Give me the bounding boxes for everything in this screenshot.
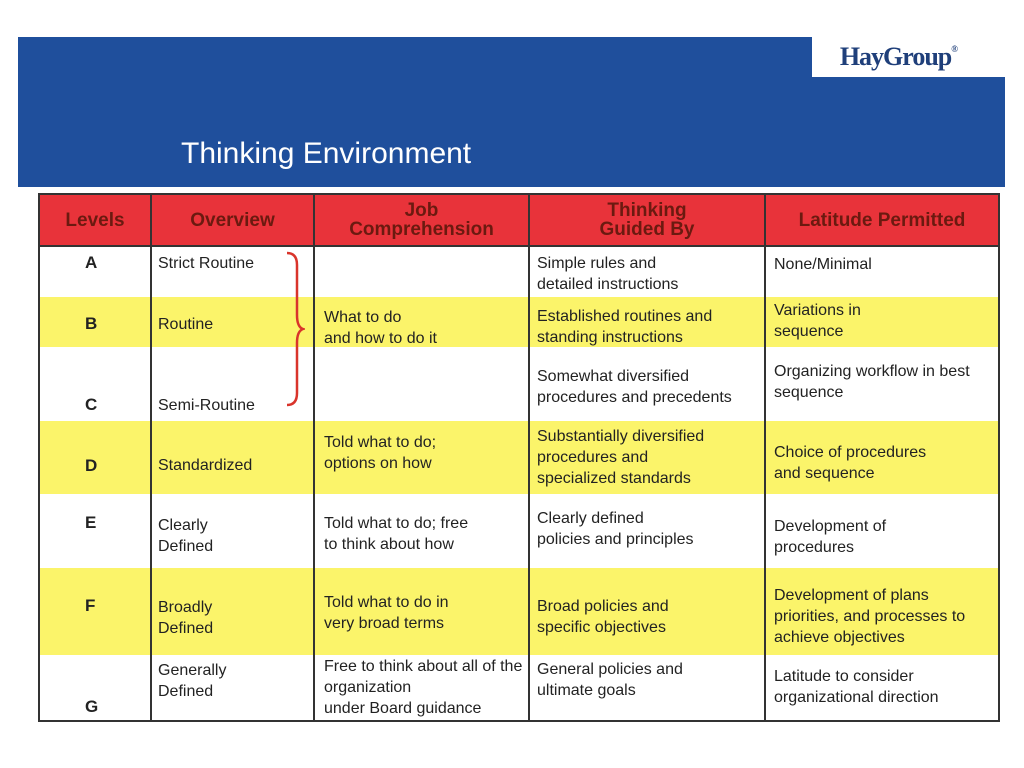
latitude-b: Variations in sequence bbox=[774, 302, 861, 340]
job-f: Told what to do in very broad terms bbox=[324, 594, 449, 632]
logo-box bbox=[812, 37, 1005, 77]
header-latitude-permitted: Latitude Permitted bbox=[798, 209, 966, 231]
latitude-a: None/Minimal bbox=[774, 256, 872, 273]
overview-g: Generally Defined bbox=[158, 662, 227, 700]
thinking-environment-table bbox=[38, 193, 1000, 722]
thinking-g: General policies and ultimate goals bbox=[537, 661, 683, 699]
thinking-e: Clearly defined policies and principles bbox=[537, 510, 694, 548]
thinking-a: Simple rules and detailed instructions bbox=[537, 255, 679, 293]
overview-e: Clearly Defined bbox=[158, 517, 214, 555]
latitude-e: Development of procedures bbox=[774, 518, 887, 556]
column-divider bbox=[764, 195, 766, 720]
thinking-b: Established routines and standing instructions bbox=[537, 308, 713, 346]
level-e: E bbox=[85, 513, 97, 532]
header-overview: Overview bbox=[190, 209, 275, 231]
page-title: Thinking Environment bbox=[181, 137, 472, 170]
overview-b: Routine bbox=[158, 316, 214, 333]
latitude-f: Development of plans priorities, and processes to achieve objectives bbox=[774, 587, 966, 646]
overview-f: Broadly Defined bbox=[158, 599, 214, 637]
latitude-g: Latitude to consider organizational direction bbox=[774, 668, 939, 706]
overview-a: Strict Routine bbox=[158, 255, 255, 272]
thinking-c: Somewhat diversified procedures and precedents bbox=[537, 368, 732, 406]
job-b: What to do and how to do it bbox=[324, 309, 437, 347]
level-d: D bbox=[85, 456, 98, 475]
column-divider bbox=[150, 195, 152, 720]
job-g: Free to think about all of the organization under Board guidance bbox=[324, 658, 523, 717]
job-d: Told what to do; options on how bbox=[324, 434, 437, 472]
level-c: C bbox=[85, 395, 98, 414]
column-divider bbox=[313, 195, 315, 720]
header-job-comprehension: Job Comprehension bbox=[349, 200, 494, 240]
level-a: A bbox=[85, 253, 98, 272]
level-b: B bbox=[85, 314, 98, 333]
header-levels: Levels bbox=[65, 209, 125, 231]
level-g: G bbox=[85, 697, 99, 716]
latitude-d: Choice of procedures and sequence bbox=[774, 444, 927, 482]
haygroup-logo: HayGroup® bbox=[839, 42, 957, 71]
column-divider bbox=[528, 195, 530, 720]
job-e: Told what to do; free to think about how bbox=[324, 515, 469, 553]
grouping-brace bbox=[285, 249, 305, 409]
header-thinking-guided-by: Thinking Guided By bbox=[599, 200, 695, 240]
latitude-c: Organizing workflow in best sequence bbox=[774, 363, 970, 401]
overview-d: Standardized bbox=[158, 457, 253, 474]
thinking-d: Substantially diversified procedures and specialized standards bbox=[537, 428, 705, 487]
thinking-f: Broad policies and specific objectives bbox=[537, 598, 669, 636]
level-f: F bbox=[85, 596, 96, 615]
overview-c: Semi-Routine bbox=[158, 397, 255, 414]
